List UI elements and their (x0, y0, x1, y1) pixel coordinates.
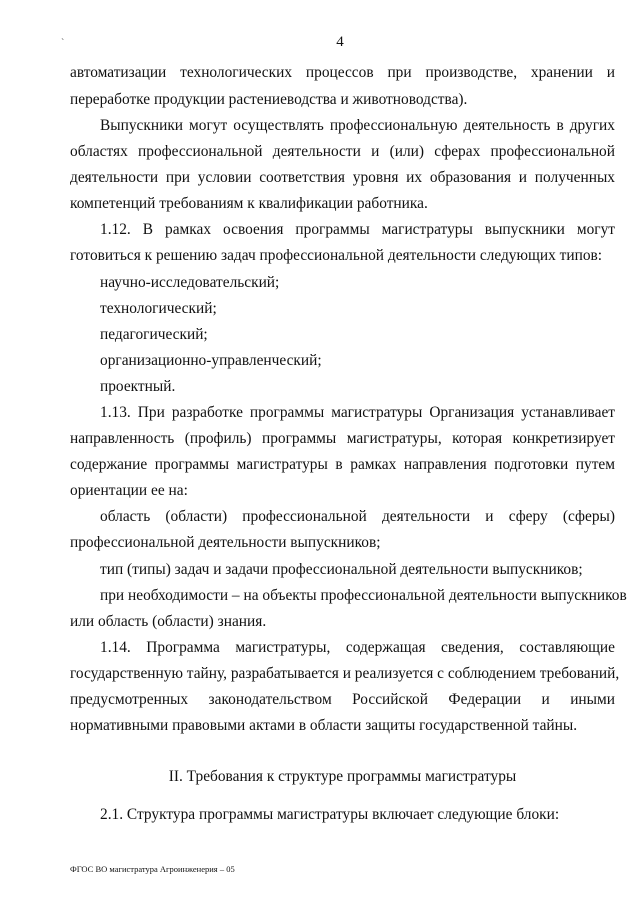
stray-mark: ` (61, 38, 65, 49)
paragraph-first-line: область (области) профессиональной деятельности и сферу (сферы) (100, 508, 615, 525)
paragraph-first-line: тип (типы) задач и задачи профессиональной деятельности выпускников; (100, 561, 583, 578)
list-item: педагогический; (100, 326, 208, 343)
text-line: направленность (профиль) программы магистратуры, которая конкретизирует (70, 430, 615, 447)
list-item: организационно-управленческий; (100, 352, 322, 369)
list-item: проектный. (100, 378, 176, 395)
text-line: переработке продукции растениеводства и животноводства). (70, 91, 468, 108)
paragraph-first-line: при необходимости – на объекты профессиональной деятельности выпускников (100, 587, 627, 604)
text-line: ориентации ее на: (70, 482, 188, 499)
paragraph-first-line: 1.14. Программа магистратуры, содержащая сведения, составляющие (100, 639, 615, 656)
text-line: государственную тайну, разрабатывается и реализуется с соблюдением требований, (70, 665, 620, 682)
text-line: деятельности при условии соответствия уровня их образования и полученных (70, 169, 615, 186)
paragraph-first-line: 1.12. В рамках освоения программы магистратуры выпускники могут (100, 221, 615, 238)
text-line: профессиональной деятельности выпускников; (70, 534, 381, 551)
text-line: компетенций требованиям к квалификации работника. (70, 195, 428, 212)
text-line: областях профессиональной деятельности и (или) сферах профессиональной (70, 143, 615, 160)
paragraph-first-line: 1.13. При разработке программы магистратуры Организация устанавливает (100, 404, 615, 421)
section-heading: II. Требования к структуре программы магистратуры (168, 768, 517, 785)
paragraph-first-line: 2.1. Структура программы магистратуры включает следующие блоки: (100, 806, 560, 823)
document-footer: ФГОС ВО магистратура Агроинженерия – 05 (70, 864, 235, 874)
text-line: содержание программы магистратуры в рамках направления подготовки путем (70, 456, 615, 473)
list-item: научно-исследовательский; (100, 274, 280, 291)
text-line: готовиться к решению задач профессиональной деятельности следующих типов: (70, 247, 603, 264)
paragraph-first-line: Выпускники могут осуществлять профессиональную деятельность в других (100, 117, 615, 134)
text-line: или область (области) знания. (70, 613, 267, 630)
text-line: нормативными правовыми актами в области защиты государственной тайны. (70, 717, 578, 734)
list-item: технологический; (100, 300, 217, 317)
text-line: автоматизации технологических процессов при производстве, хранении и (70, 64, 615, 81)
text-line: предусмотренных законодательством Российской Федерации и иными (70, 691, 615, 708)
page-number: 4 (336, 34, 344, 50)
